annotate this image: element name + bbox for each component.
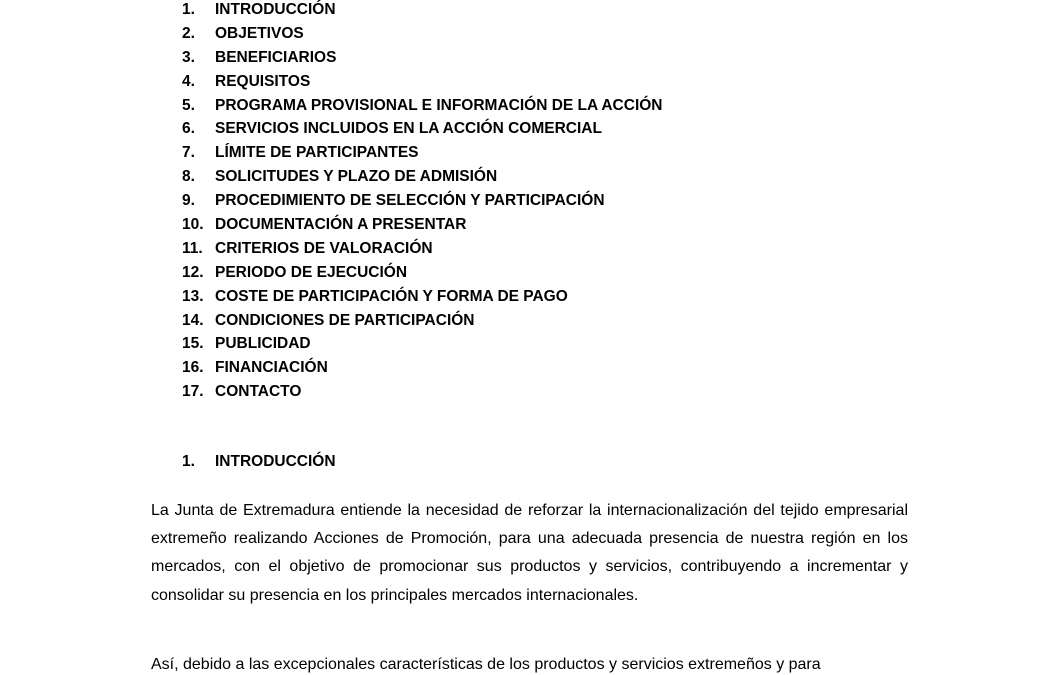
toc-item-label: CONTACTO [215,383,302,401]
toc-item-label: SERVICIOS INCLUIDOS EN LA ACCIÓN COMERCIAL [215,120,602,138]
toc-item-label: FINANCIACIÓN [215,359,328,377]
toc-item-label: CRITERIOS DE VALORACIÓN [215,239,433,257]
toc-item-label: PROCEDIMIENTO DE SELECCIÓN Y PARTICIPACIÓN [215,192,605,210]
toc-item-label: LÍMITE DE PARTICIPANTES [215,144,419,162]
toc-item [182,22,663,46]
toc-item [182,70,663,94]
toc-item-number: 4. [182,72,195,90]
toc-item [182,356,663,380]
toc-item-label: PUBLICIDAD [215,335,311,353]
toc-item [182,213,663,237]
toc-item [182,189,663,213]
toc-item-number: 14. [182,311,204,329]
toc-item [182,332,663,356]
toc-item [182,141,663,165]
toc-item [182,117,663,141]
toc-item-number: 16. [182,359,204,377]
toc-item [182,237,663,261]
toc-item [182,165,663,189]
toc-item-label: OBJETIVOS [215,24,304,42]
table-of-contents [182,0,663,404]
section-number: 1. [182,453,195,470]
section-heading [182,450,336,474]
toc-item-number: 1. [182,1,195,18]
toc-item-number: 3. [182,48,195,66]
toc-item-number: 17. [182,383,204,401]
toc-item-number: 11. [182,239,203,257]
toc-item [182,46,663,70]
toc-item-number: 6. [182,120,195,138]
toc-item-label: COSTE DE PARTICIPACIÓN Y FORMA DE PAGO [215,287,568,305]
toc-item-label: SOLICITUDES Y PLAZO DE ADMISIÓN [215,168,498,186]
toc-item-label: DOCUMENTACIÓN A PRESENTAR [215,216,467,234]
toc-item-number: 8. [182,168,195,186]
toc-item-number: 12. [182,263,204,281]
toc-item-label: INTRODUCCIÓN [215,1,336,18]
toc-item-number: 13. [182,287,204,305]
toc-item [182,309,663,333]
toc-item-number: 15. [182,335,204,353]
toc-item-number: 10. [182,216,204,234]
toc-item [182,380,663,404]
section-title: INTRODUCCIÓN [215,453,336,470]
toc-item-label: PERIODO DE EJECUCIÓN [215,263,408,281]
toc-item [182,94,663,118]
toc-item-number: 7. [182,144,195,162]
toc-item [182,0,663,22]
toc-item-label: CONDICIONES DE PARTICIPACIÓN [215,311,475,329]
toc-item-number: 9. [182,192,195,210]
toc-item-label: BENEFICIARIOS [215,48,337,66]
toc-item-number: 5. [182,96,195,114]
toc-item-label: REQUISITOS [215,72,311,90]
body-paragraph: Así, debido a las excepcionales características de los productos y servicios extremeños y para [151,656,821,673]
toc-item-number: 2. [182,24,195,42]
toc-item [182,285,663,309]
toc-item-label: PROGRAMA PROVISIONAL E INFORMACIÓN DE LA ACCIÓN [215,96,663,114]
toc-item [182,261,663,285]
body-paragraph: La Junta de Extremadura entiende la necesidad de reforzar la internacionalización del tejido empresarial extremeño realizando Acciones de Promoción, para una adecuada presencia de nuestra región en los mercados, con el objetivo de promocionar sus productos y servicios, contribuyendo a incrementar y consolidar su presencia en los principales mercados internacionales. [151,502,908,604]
